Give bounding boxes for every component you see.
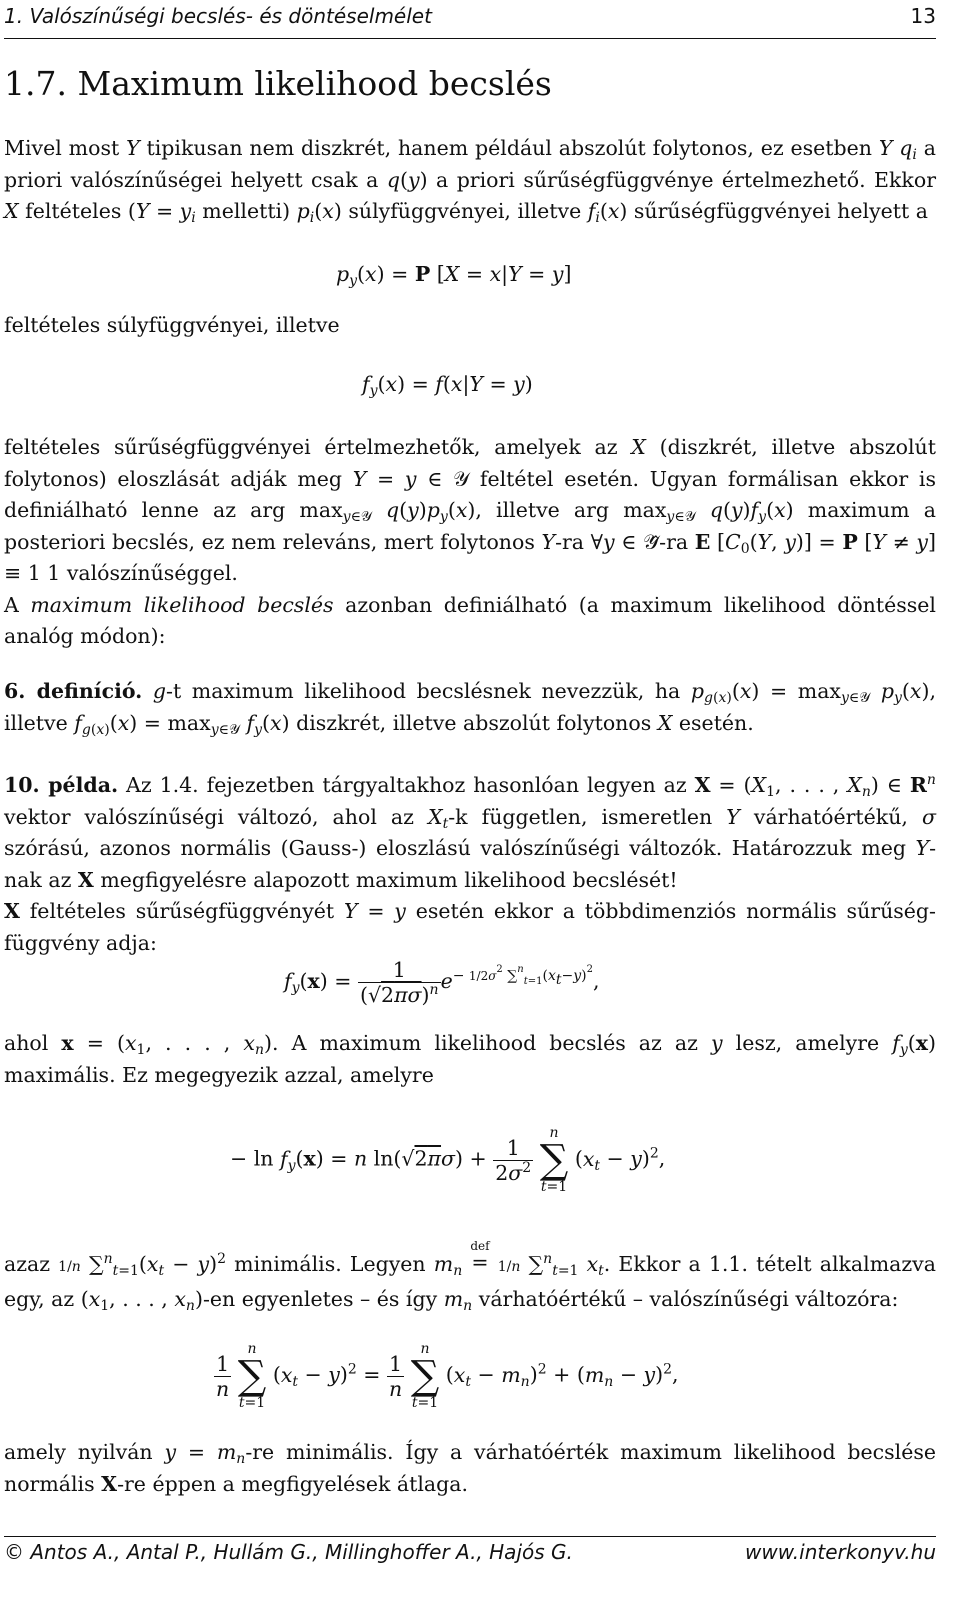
equation-fy: $f_y(x) = f(x|Y = y)$	[362, 372, 533, 399]
def-symbol: def	[470, 1239, 490, 1253]
example-10: 10. példa. Az 1.4. fejezetben tárgyaltakhoz hasonlóan legyen az $X = (X_1$, . . . , $X_n$) ∈ $R^n$ vektor valószínűségi változó, ahol az $X_t-k$ független, ismeretlen Y várhatóértékű, σ szórású, azonos normális (Gauss-) eloszlású valószínűségi változók. Határozzuk meg Y-nak az X megfigyelésre alapozott maximum likelihood becslését! X feltételes sűrűségfüggvényét Y = y esetén ekkor a többdimenziós normális sűrűség-függvény adja:	[4, 772, 936, 955]
page-number: 13	[910, 4, 936, 28]
section-title: 1.7. Maximum likelihood becslés	[4, 64, 552, 103]
footer-rule	[4, 1536, 936, 1537]
equation-loglik: − $\ln f_y(x) = n$ ln(√2πσ) + $\frac{1}{2\sigma^2}$ n ∑ t=1 $(x_t - y)^2$,	[230, 1125, 666, 1195]
paragraph-azaz: azaz 1/n $\sum^n_{t=1}(x_t - y)^2$ minimális. Legyen $m_n$ def = 1/n ∑$^n_{t=1}$ $x_t$. Ekkor a 1.1. tételt alkalmazva egy, az ($x_1$, . . . , $x_n)-en$ egyenletes – és így $m_n$ várhatóértékű – valószínűségi változóra:	[4, 1239, 936, 1314]
equation-decomposition: $\frac{1}{n}$ n ∑ t=1 $(x_t - y)^2$ = $\frac{1}{n}$ n ∑ t=1 $(x_t - m_n)^2 + (m_n - y)^2$,	[216, 1341, 679, 1411]
footer-url[interactable]: www.interkonyv.hu	[745, 1540, 936, 1564]
paragraph-ahol: ahol $x = (x_1$, . . . , $x_n$). A maximum likelihood becslés az az y lesz, amelyre $f_y(x)$ maximális. Ez megegyezik azzal, amelyre	[4, 1031, 936, 1087]
paragraph-densities: feltételes sűrűségfüggvényei értelmezhetők, amelyek az X (diszkrét, illetve abszolút folytonos) eloszlását adják meg Y = y ∈ 𝒴 feltétel esetén. Ugyan formálisan ekkor is definiálható lenne az arg $\max_{y\in 𝒴} q(y)p_y(x)$, illetve arg $\max_{y\in 𝒴} q(y)f_y(x)$ maximum a posteriori becslés, ez nem releváns, mert folytonos Y-ra ∀y ∈ 𝒴̂-ra E [$C_0(Y$, y)] = P [Y ≠ y] ≡ 1 1 valószínűséggel. A maximum likelihood becslés azonban definiálható (a maximum likelihood döntéssel analóg módon):	[4, 435, 937, 648]
footer-authors: © Antos A., Antal P., Hullám G., Millinghoffer A., Hajós G.	[4, 1540, 573, 1564]
paragraph-conclusion: amely nyilván $y = m_n-re$ minimális. Így a várhatóérték maximum likelihood becslése normális X-re éppen a megfigyelések átlaga.	[4, 1440, 936, 1496]
equation-py: $p_y(x) = P$ [X = x|Y = y]	[336, 262, 572, 289]
definition-6: 6. definíció. g-t maximum likelihood becslésnek nevezzük, ha $p_{g(x)}(x) = \max_{y\in 𝒴} p_y(x)$, illetve $f_{g(x)}(x) = \max_{y\in 𝒴} f_y(x)$ diszkrét, illetve abszolút folytonos X esetén.	[4, 679, 936, 738]
paragraph-conditional: feltételes súlyfüggvényei, illetve	[4, 313, 340, 337]
paragraph-intro: Mivel most Y tipikusan nem diszkrét, hanem például abszolút folytonos, ez esetben Y $q_i$ a priori valószínűségei helyett csak a q(y) a priori sűrűségfüggvénye értelmezhető. Ekkor X feltételes ($Y = y_i$ melletti) $p_i(x)$ súlyfüggvényei, illetve $f_i(x)$ sűrűségfüggvényei helyett a	[4, 136, 936, 226]
header-rule	[4, 38, 936, 39]
equation-gaussian: $f_y(x)$ = $\frac{1}{(√2\pi\sigma)^n}$ $e^{- 1/2\sigma^2 \sum^n_{t=1}(x_t-y)^2}$,	[284, 958, 600, 1007]
running-header: 1. Valószínűségi becslés- és döntéselmélet	[4, 4, 432, 28]
